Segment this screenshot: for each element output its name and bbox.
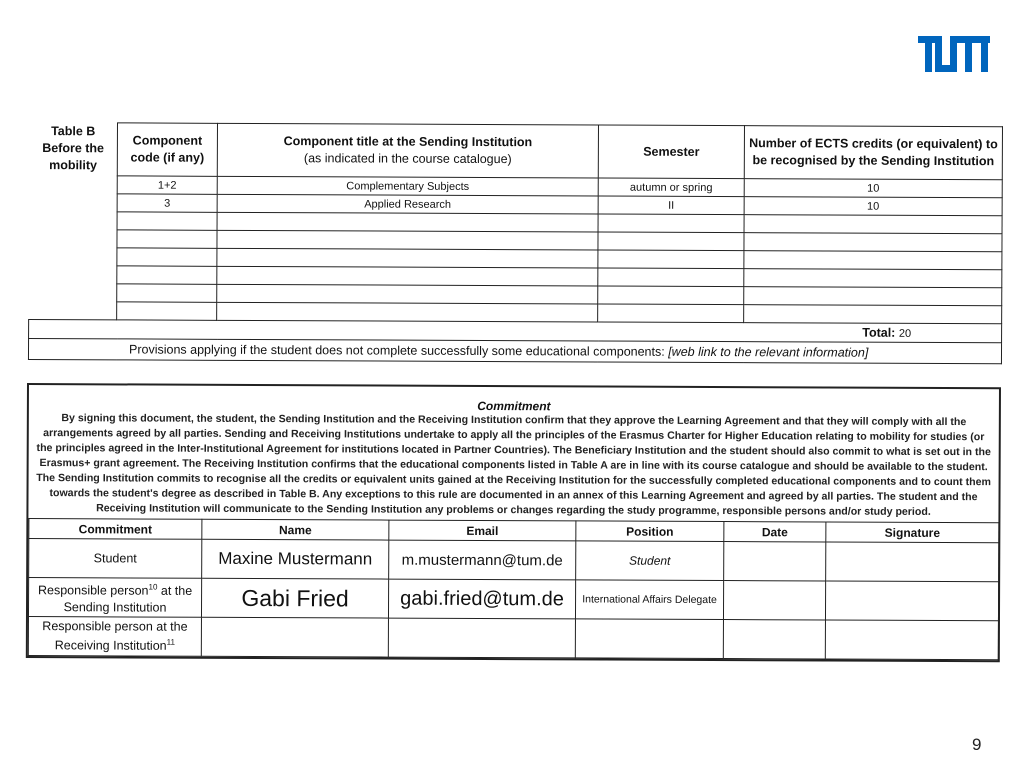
role-receiving-responsible: Responsible person at the Receiving Institution$^{11}$ [28,617,201,657]
cell-title: Applied Research [217,194,598,214]
commitment-text: By signing this document, the student, the Sending Institution and the Receiving Institution confirm that they approve the Learning Agreement and that they will comply with all the arrangements agreed by all parties. Sending and Receiving Institutions undertake to apply all the principles of the Erasmus Charter for Higher Education relating to mobility for studies (or the principles agreed in the Inter-Institutional Agreement for institutions located in Partner Countries). The Beneficiary Institution and the student should also commit to what is set out in the Erasmus+ grant agreement. The Receiving Institution confirms that the educational components listed in Table A are in line with its course catalogue and should be available to the student. The Sending Institution commits to recognise all the credits or equivalent units gained at the Receiving Institution for the successfully completed educational components and to count them towards the student's degree as described in Table B. Any exceptions to this rule are documented in an annex of this Learning Agreement and agreed by all parties. The student and the Receiving Institution will communicate to the Sending Institution any problems or changes regarding the study programme, responsible persons and/or study period. [36,412,991,518]
cell-credits: 10 [744,197,1002,216]
cell-title: Complementary Subjects [217,176,598,196]
provisions-cell [28,339,1001,364]
header-component-code: Component code (if any) [117,123,217,176]
signature-cell[interactable] [825,581,998,621]
email-cell: gabi.fried@tum.de [388,579,575,619]
header-semester: Semester [598,125,744,179]
cell-semester [598,232,744,251]
signature-cell[interactable] [825,620,998,660]
position-cell: International Affairs Delegate [575,580,723,620]
table-row [29,539,999,582]
position-cell[interactable] [575,619,723,659]
cell-semester [598,268,744,287]
cell-semester [598,250,744,269]
cell-credits [744,215,1002,234]
cell-code [117,302,217,320]
email-cell: m.mustermann@tum.de [389,540,576,580]
cell-title [217,230,598,250]
cell-semester: II [598,196,744,215]
header-ects-credits: Number of ECTS credits (or equivalent) to be recognised by the Sending Institution [744,126,1002,180]
cell-semester: autumn or spring [598,178,744,197]
header-date: Date [724,522,826,542]
commitment-section [26,383,1001,662]
cell-credits [744,269,1002,288]
cell-title [217,212,598,232]
cell-code [117,266,217,284]
header-component-title: Component title at the Sending Institution (as indicated in the course catalogue) [217,123,598,178]
total-value: 20 [898,327,912,340]
commitment-title: Commitment [477,398,551,414]
position-cell: Student [576,541,724,581]
cell-semester [598,286,744,305]
tum-logo [918,36,990,72]
cell-title [217,248,598,268]
header-position: Position [576,521,724,542]
cell-code [117,230,217,248]
cell-title [217,266,598,286]
cell-semester [598,214,744,233]
cell-credits [744,233,1002,252]
name-cell: Maxine Mustermann [202,539,389,579]
role-student: Student [29,539,202,579]
cell-credits [744,287,1002,306]
total-label: Total: [862,325,896,340]
cell-credits: 10 [744,179,1002,198]
date-cell[interactable] [723,581,825,620]
header-commitment: Commitment [29,519,202,540]
cell-code: 3 [117,194,217,212]
table-b [28,122,1003,364]
table-row [28,578,998,621]
header-email: Email [389,520,576,541]
provisions-row [28,339,1001,364]
signature-cell[interactable] [826,542,999,582]
name-cell: Gabi Fried [201,578,388,618]
cell-code: 1+2 [117,176,217,194]
cell-code [117,212,217,230]
provisions-link[interactable]: [web link to the relevant information] [668,344,869,360]
date-cell[interactable] [724,542,826,581]
header-name: Name [202,519,389,540]
header-signature: Signature [826,522,999,543]
cell-semester [598,304,744,323]
signature-table [28,518,1000,660]
email-cell[interactable] [388,618,575,658]
cell-code [117,284,217,302]
cell-code [117,248,217,266]
name-cell[interactable] [201,617,388,657]
table-b-side-label: Table B Before the mobility [29,123,118,320]
role-sending-responsible: Responsible person$^{10}$ at the Sending Institution [28,578,201,618]
cell-title [217,284,598,304]
page-number: 9 [972,735,982,754]
date-cell[interactable] [723,620,825,659]
cell-credits [744,251,1002,270]
cell-credits [744,305,1002,324]
cell-title [217,302,598,322]
table-row [28,617,998,660]
provisions-text: Provisions applying if the student does not complete successfully some educational components: [128,342,665,359]
